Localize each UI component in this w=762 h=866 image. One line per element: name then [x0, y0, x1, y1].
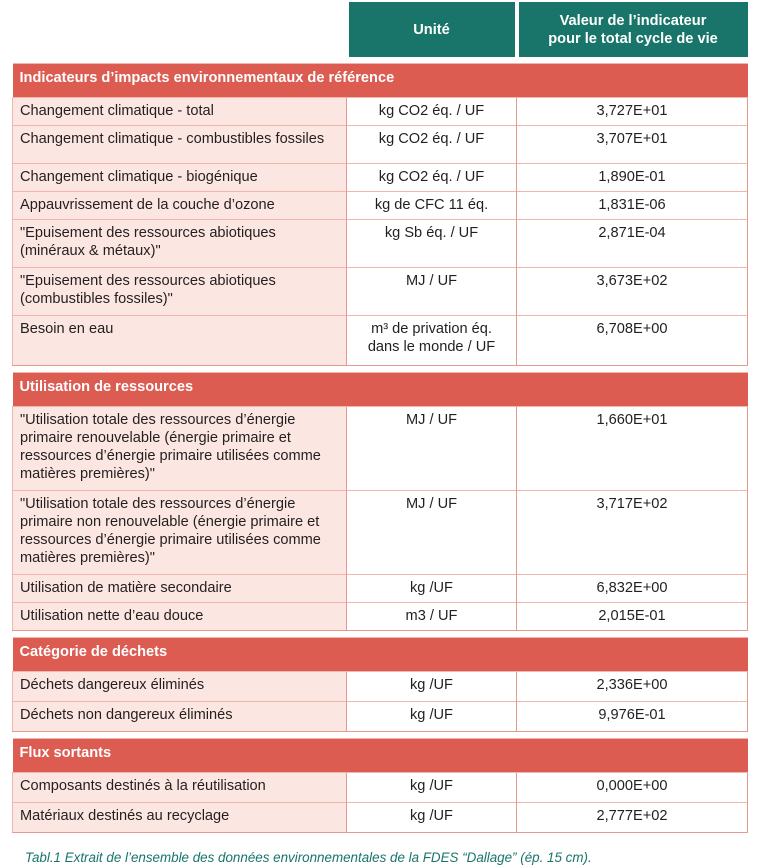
row-value: 3,727E+01 [517, 98, 748, 126]
section-title: Catégorie de déchets [13, 638, 748, 672]
spacer-cell [13, 366, 748, 373]
section-spacer [13, 732, 748, 739]
section-header [13, 373, 748, 407]
row-value: 3,707E+01 [517, 126, 748, 164]
row-label: Changement climatique - total [13, 98, 347, 126]
header-unit: Unité [347, 2, 517, 57]
table-row [13, 575, 748, 603]
table-body [13, 57, 748, 833]
row-label: Composants destinés à la réutilisation [13, 773, 347, 803]
row-label: Changement climatique - biogénique [13, 164, 347, 192]
row-value: 1,660E+01 [517, 407, 748, 491]
table-header [13, 2, 748, 57]
row-label: "Utilisation totale des ressources d’énergie primaire renouvelable (énergie primaire et ressources d’énergie primaire utilisées comme matières premières)" [13, 407, 347, 491]
table-row [13, 268, 748, 316]
row-value: 1,831E-06 [517, 192, 748, 220]
row-label: Changement climatique - combustibles fossiles [13, 126, 347, 164]
row-unit: kg /UF [347, 803, 517, 833]
table-row [13, 803, 748, 833]
section-spacer [13, 366, 748, 373]
row-value: 2,871E-04 [517, 220, 748, 268]
row-unit: kg CO2 éq. / UF [347, 98, 517, 126]
row-value: 3,717E+02 [517, 491, 748, 575]
row-label: Besoin en eau [13, 316, 347, 366]
row-label: Utilisation de matière secondaire [13, 575, 347, 603]
section-spacer [13, 631, 748, 638]
row-value: 2,777E+02 [517, 803, 748, 833]
spacer-cell [13, 631, 748, 638]
row-label: Déchets non dangereux éliminés [13, 702, 347, 732]
row-unit: MJ / UF [347, 407, 517, 491]
row-unit: kg CO2 éq. / UF [347, 164, 517, 192]
table-row [13, 773, 748, 803]
row-value: 2,336E+00 [517, 672, 748, 702]
row-unit: kg Sb éq. / UF [347, 220, 517, 268]
header-blank-cell [13, 2, 347, 57]
row-value: 1,890E-01 [517, 164, 748, 192]
row-label: "Epuisement des ressources abiotiques (combustibles fossiles)" [13, 268, 347, 316]
table-row [13, 126, 748, 164]
section-header [13, 739, 748, 773]
table-row [13, 491, 748, 575]
table-row [13, 672, 748, 702]
row-value: 9,976E-01 [517, 702, 748, 732]
row-unit: MJ / UF [347, 491, 517, 575]
row-label: Utilisation nette d’eau douce [13, 603, 347, 631]
table-row [13, 98, 748, 126]
row-unit: kg /UF [347, 575, 517, 603]
row-unit: m³ de privation éq. dans le monde / UF [347, 316, 517, 366]
table-row [13, 603, 748, 631]
row-label: Déchets dangereux éliminés [13, 672, 347, 702]
table-caption: Tabl.1 Extrait de l’ensemble des données environnementales de la FDES “Dallage” (ép. 15 cm). [25, 850, 592, 865]
row-value: 3,673E+02 [517, 268, 748, 316]
environmental-data-table [12, 2, 748, 833]
table-row [13, 164, 748, 192]
table-row [13, 192, 748, 220]
row-value: 2,015E-01 [517, 603, 748, 631]
row-label: "Utilisation totale des ressources d’énergie primaire non renouvelable (énergie primaire et ressources d’énergie primaire utilisées comme matières premières)" [13, 491, 347, 575]
section-title: Utilisation de ressources [13, 373, 748, 407]
row-unit: m3 / UF [347, 603, 517, 631]
row-unit: kg de CFC 11 éq. [347, 192, 517, 220]
table-row [13, 407, 748, 491]
row-label: Appauvrissement de la couche d’ozone [13, 192, 347, 220]
table-row [13, 220, 748, 268]
section-header [13, 64, 748, 98]
row-unit: kg CO2 éq. / UF [347, 126, 517, 164]
header-value: Valeur de l’indicateur pour le total cycle de vie [517, 2, 748, 57]
section-header [13, 638, 748, 672]
data-sheet [12, 2, 747, 865]
table-row [13, 702, 748, 732]
spacer-cell [13, 732, 748, 739]
row-unit: MJ / UF [347, 268, 517, 316]
row-value: 0,000E+00 [517, 773, 748, 803]
row-unit: kg /UF [347, 672, 517, 702]
row-value: 6,832E+00 [517, 575, 748, 603]
row-label: "Epuisement des ressources abiotiques (minéraux & métaux)" [13, 220, 347, 268]
table-row [13, 316, 748, 366]
row-unit: kg /UF [347, 702, 517, 732]
section-title: Indicateurs d’impacts environnementaux de référence [13, 64, 748, 98]
section-title: Flux sortants [13, 739, 748, 773]
row-label: Matériaux destinés au recyclage [13, 803, 347, 833]
row-value: 6,708E+00 [517, 316, 748, 366]
row-unit: kg /UF [347, 773, 517, 803]
